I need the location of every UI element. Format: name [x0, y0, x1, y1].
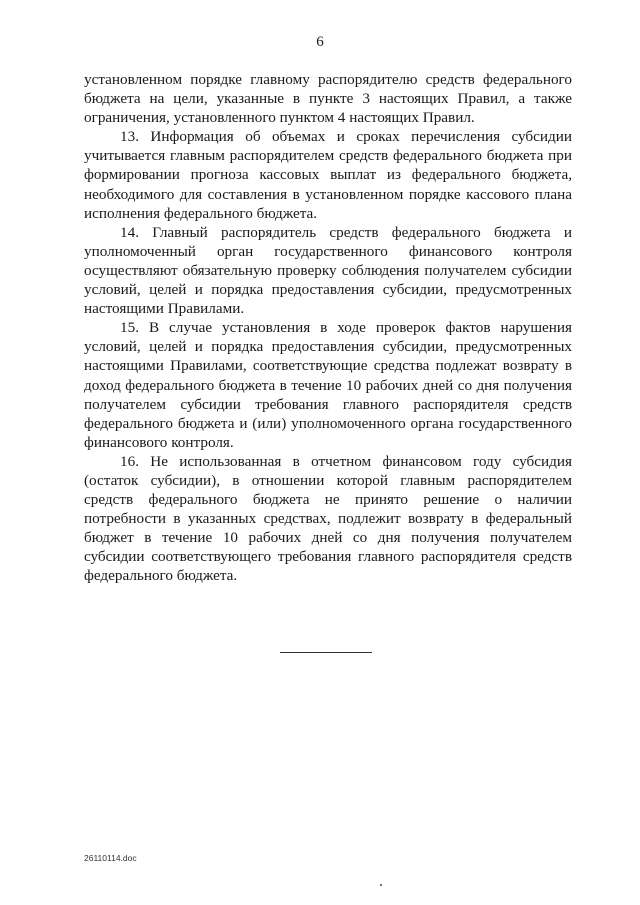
- paragraph-16: 16. Не использованная в отчетном финансовом году субсидия (остаток субсидии), в отношении которой главным распорядителем средств федерального бюджета не принято решение о наличии потребности в указанных средствах, подлежит возврату в федеральный бюджет в течение 10 рабочих дней со дня получения получателем субсидии соответствующего требования главного распорядителя средств федерального бюджета.: [84, 452, 572, 585]
- paragraph-15: 15. В случае установления в ходе проверок фактов нарушения условий, целей и порядка предоставления субсидии, предусмотренных настоящими Правилами, соответствующие средства подлежат возврату в доход федерального бюджета в течение 10 рабочих дней со дня получения получателем субсидии требования главного распорядителя средств федерального бюджета и (или) уполномоченного органа государственного финансового контроля.: [84, 319, 572, 451]
- scan-dot-mark: [380, 884, 382, 886]
- paragraph-13: 13. Информация об объемах и сроках перечисления субсидии учитывается главным распорядителем средств федерального бюджета при формировании прогноза кассовых выплат из федерального бюджета, необходимого для составления в установленном порядке кассового плана исполнения федерального бюджета.: [84, 128, 572, 222]
- paragraph-14: 14. Главный распорядитель средств федерального бюджета и уполномоченный орган государственного финансового контроля осуществляют обязательную проверку соблюдения получателем субсидии условий, целей и порядка предоставления субсидии, предусмотренных настоящими Правилами.: [84, 223, 572, 318]
- document-body: [84, 70, 572, 586]
- document-file-code: 26110114.doc: [84, 853, 137, 863]
- page-number: 6: [316, 34, 324, 50]
- end-separator-line: [280, 652, 372, 653]
- paragraph-continuation: установленном порядке главному распорядителю средств федерального бюджета на цели, указанные в пункте 3 настоящих Правил, а также ограничения, установленного пунктом 4 настоящих Правил.: [84, 71, 572, 127]
